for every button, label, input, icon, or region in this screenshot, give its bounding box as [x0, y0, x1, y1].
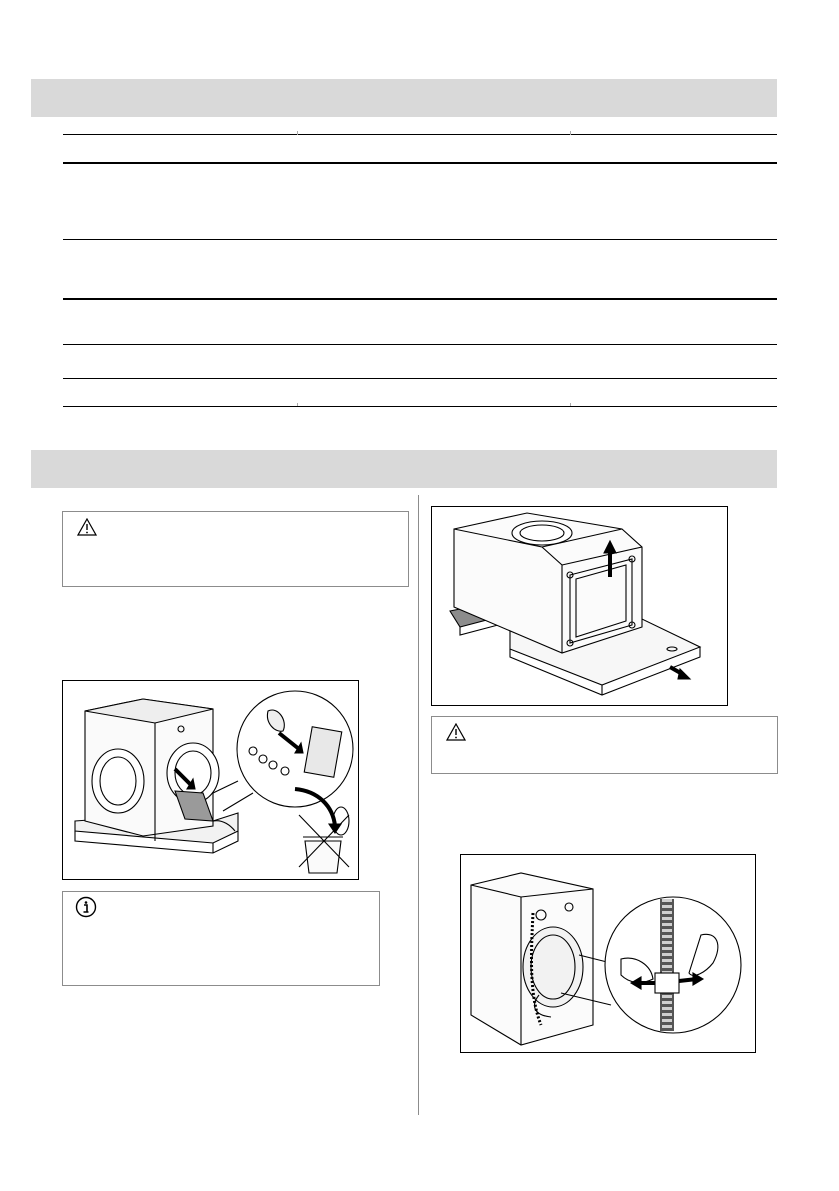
table-col-tick	[570, 131, 571, 135]
table-rule	[63, 298, 777, 300]
section-header-top	[31, 79, 777, 117]
figure-hose-clip	[460, 854, 756, 1053]
lift-from-base-illustration	[432, 507, 727, 705]
table-rule	[63, 406, 777, 407]
column-divider	[418, 495, 419, 1115]
section-header-bottom	[31, 450, 777, 488]
warning-box	[431, 716, 778, 774]
warning-box	[62, 511, 409, 587]
table-col-tick	[297, 131, 298, 135]
figure-packaging-removal	[62, 680, 359, 880]
table-rule	[63, 162, 777, 164]
table-rule	[63, 344, 777, 345]
hose-clip-illustration	[461, 855, 755, 1052]
figure-base-removal	[431, 506, 728, 706]
info-circle-icon	[75, 896, 97, 918]
table-rule	[63, 378, 777, 379]
table-rule	[63, 134, 777, 135]
warning-triangle-icon	[446, 723, 466, 741]
warning-triangle-icon	[77, 518, 97, 536]
info-box	[62, 891, 380, 986]
table-rule	[63, 239, 777, 240]
washing-machine-packaging-illustration	[63, 681, 358, 879]
